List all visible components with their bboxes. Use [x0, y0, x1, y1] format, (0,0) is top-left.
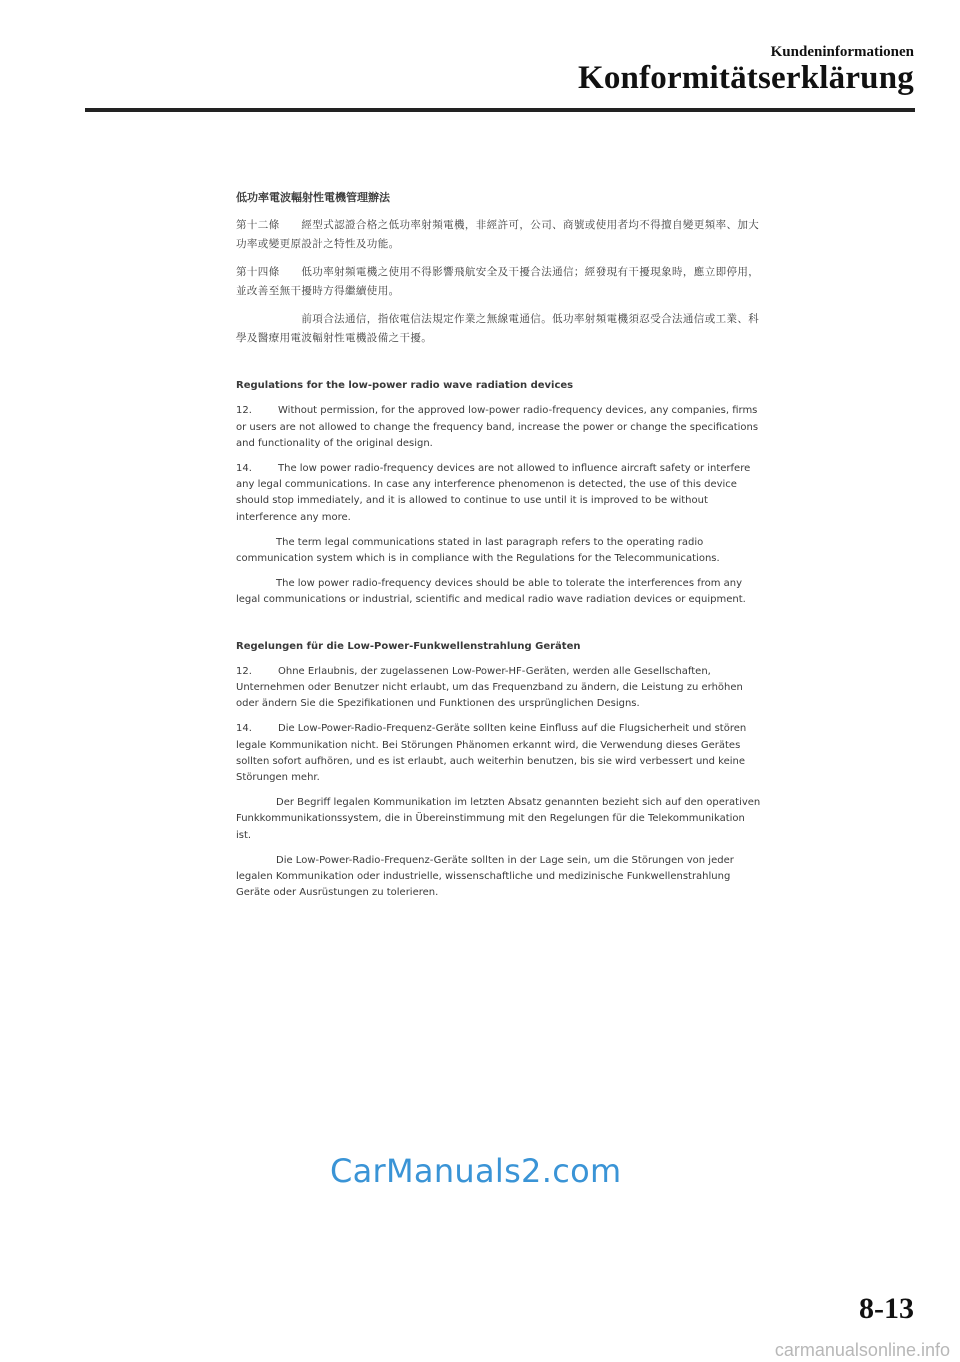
chinese-paragraph-12: 第十二條 經型式認證合格之低功率射頻電機，非經許可，公司、商號或使用者均不得擅自變更頻率、加大功率或變更原設計之特性及功能。	[236, 219, 760, 251]
german-paragraph-12-number: 12.	[236, 665, 252, 677]
english-paragraph-12-number: 12.	[236, 405, 252, 417]
english-paragraph-12-text: Without permission, for the approved low-power radio-frequency devices, any companies, firms or users are not allowed to change the frequency band, increase the power or change the specifications and functionality of the original design.	[236, 405, 759, 449]
german-paragraph-legal-term: Der Begriff legalen Kommunikation im letzten Absatz genannten bezieht sich auf den operativen Funkkommunikationssystem, die in Übereinstimmung mit den Regelungen für die Telekommunikation ist.	[236, 797, 761, 841]
english-paragraph-14	[236, 461, 762, 526]
english-paragraph-legal-term: The term legal communications stated in last paragraph refers to the operating radio communication system which is in compliance with the Regulations for the Telecommunications.	[236, 536, 720, 565]
footer-site-link[interactable]: carmanualsonline.info	[774, 1340, 950, 1360]
english-paragraph-14-text: The low power radio-frequency devices are not allowed to influence aircraft safety or interfere any legal communications. In case any interference phenomenon is detected, the use of this device should stop immediately, and it is allowed to continue to use until it is improved to be without interference any more.	[236, 463, 751, 523]
german-paragraph-14	[236, 721, 762, 786]
german-paragraph-14-text: Die Low-Power-Radio-Frequenz-Geräte sollten keine Einfluss auf die Flugsicherheit und stören legale Kommunikation nicht. Bei Störungen Phänomen erkannt wird, die Verwendung dieses Gerätes sollten sofort aufhören, und es ist erlaubt, auch weiterhin benutzen, bis sie wird verbessert und keine Störungen mehr.	[236, 723, 747, 784]
german-paragraph-14-number: 14.	[236, 723, 252, 735]
english-title: Regulations for the low-power radio wave radiation devices	[236, 380, 574, 392]
scanned-declaration	[236, 190, 762, 910]
german-title: Regelungen für die Low-Power-Funkwellenstrahlung Geräten	[236, 640, 581, 652]
english-paragraph-14-number: 14.	[236, 463, 252, 475]
chinese-paragraph-legal: 前項合法通信，指依電信法規定作業之無線電通信。低功率射頻電機須忍受合法通信或工業、科學及醫療用電波輻射性電機設備之干擾。	[236, 313, 760, 345]
header-section-label: Kundeninformationen	[770, 44, 914, 60]
german-paragraph-12-text: Ohne Erlaubnis, der zugelassenen Low-Power-HF-Geräten, werden alle Gesellschaften, Unternehmen oder Benutzer nicht erlaubt, um das Frequenzband zu ändern, die Leistung zu erhöhen oder ändern Sie die Spezifikationen und Funktionen des ursprünglichen Designs.	[236, 665, 743, 710]
english-paragraph-tolerance: The low power radio-frequency devices should be able to tolerate the interferences from any legal communications or industrial, scientific and medical radio wave radiation devices or equipment.	[236, 578, 746, 606]
german-paragraph-12	[236, 664, 762, 713]
english-paragraph-12	[236, 403, 762, 452]
german-paragraph-tolerance: Die Low-Power-Radio-Frequenz-Geräte sollten in der Lage sein, um die Störungen von jeder legalen Kommunikation oder industrielle, wissenschaftliche und medizinische Funkwellenstrahlung Geräte oder Ausrüstungen zu tolerieren.	[236, 854, 734, 899]
chinese-paragraph-14: 第十四條 低功率射頻電機之使用不得影響飛航安全及干擾合法通信；經發現有干擾現象時，應立即停用，並改善至無干擾時方得繼續使用。	[236, 266, 760, 298]
page-title: Konformitätserklärung	[577, 60, 914, 96]
header-divider	[85, 108, 915, 112]
page-number: 8-13	[859, 1292, 914, 1325]
watermark-link[interactable]: CarManuals2.com	[330, 1152, 622, 1190]
chinese-title: 低功率電波輻射性電機管理辦法	[236, 191, 390, 204]
